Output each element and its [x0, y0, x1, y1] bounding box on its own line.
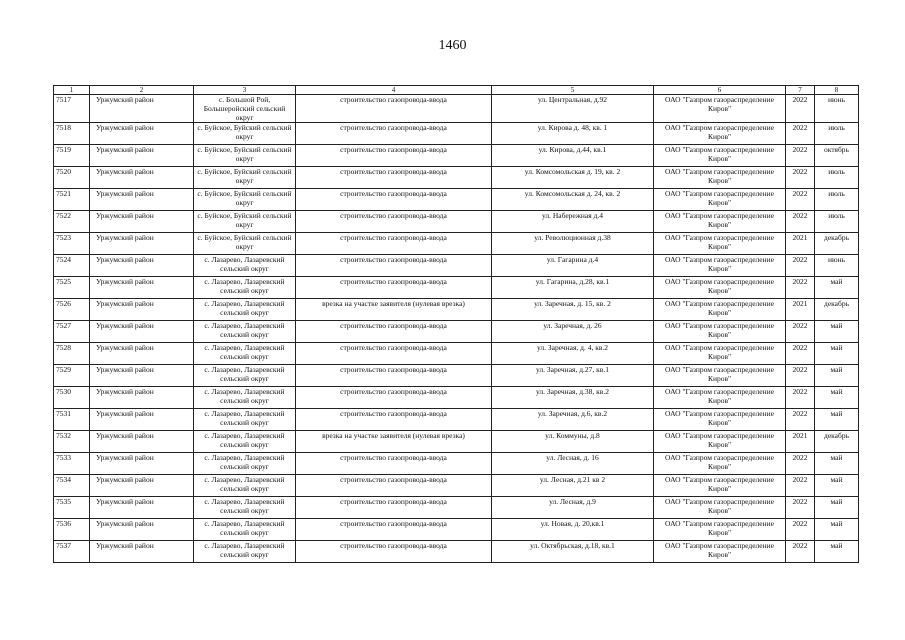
address-cell: ул. Кирова, д.44, кв.1	[492, 145, 654, 167]
work-type-cell: строительство газопровода-ввода	[296, 321, 492, 343]
table-row	[54, 211, 859, 233]
table-row	[54, 365, 859, 387]
table-body	[54, 95, 859, 563]
row-number-cell: 7529	[54, 365, 90, 387]
table-row	[54, 519, 859, 541]
address-cell: ул. Лесная, д. 16	[492, 453, 654, 475]
organization-cell: ОАО "Газпром газораспределение Киров"	[654, 277, 786, 299]
district-cell: Уржумский район	[90, 299, 194, 321]
organization-cell: ОАО "Газпром газораспределение Киров"	[654, 299, 786, 321]
district-cell: Уржумский район	[90, 519, 194, 541]
address-cell: ул. Комсомольская д. 19, кв. 2	[492, 167, 654, 189]
row-number-cell: 7528	[54, 343, 90, 365]
address-cell: ул. Революционная д.38	[492, 233, 654, 255]
address-cell: ул. Кирова д. 48, кв. 1	[492, 123, 654, 145]
month-cell: май	[815, 519, 859, 541]
district-cell: Уржумский район	[90, 453, 194, 475]
column-header-2: 2	[90, 86, 194, 95]
table-row	[54, 255, 859, 277]
address-cell: ул. Комсомольская д. 24, кв. 2	[492, 189, 654, 211]
table-row	[54, 145, 859, 167]
table-row	[54, 95, 859, 123]
row-number-cell: 7524	[54, 255, 90, 277]
row-number-cell: 7526	[54, 299, 90, 321]
month-cell: июль	[815, 167, 859, 189]
locality-cell: с. Лазарево, Лазаревский сельский округ	[194, 343, 296, 365]
table-row	[54, 453, 859, 475]
year-cell: 2022	[786, 475, 815, 497]
month-cell: май	[815, 343, 859, 365]
year-cell: 2022	[786, 453, 815, 475]
locality-cell: с. Лазарево, Лазаревский сельский округ	[194, 475, 296, 497]
organization-cell: ОАО "Газпром газораспределение Киров"	[654, 167, 786, 189]
address-cell: ул. Заречная, д.38, кв.2	[492, 387, 654, 409]
row-number-cell: 7520	[54, 167, 90, 189]
year-cell: 2022	[786, 277, 815, 299]
district-cell: Уржумский район	[90, 211, 194, 233]
row-number-cell: 7534	[54, 475, 90, 497]
registry-table	[53, 85, 859, 563]
work-type-cell: строительство газопровода-ввода	[296, 541, 492, 563]
column-header-7: 7	[786, 86, 815, 95]
address-cell: ул. Заречная, д.6, кв.2	[492, 409, 654, 431]
table-row	[54, 431, 859, 453]
work-type-cell: строительство газопровода-ввода	[296, 167, 492, 189]
locality-cell: с. Лазарево, Лазаревский сельский округ	[194, 519, 296, 541]
address-cell: ул. Заречная, д. 26	[492, 321, 654, 343]
month-cell: июль	[815, 189, 859, 211]
work-type-cell: строительство газопровода-ввода	[296, 519, 492, 541]
locality-cell: с. Буйское, Буйский сельский округ	[194, 211, 296, 233]
organization-cell: ОАО "Газпром газораспределение Киров"	[654, 431, 786, 453]
row-number-cell: 7537	[54, 541, 90, 563]
month-cell: май	[815, 475, 859, 497]
column-header-3: 3	[194, 86, 296, 95]
organization-cell: ОАО "Газпром газораспределение Киров"	[654, 497, 786, 519]
locality-cell: с. Лазарево, Лазаревский сельский округ	[194, 387, 296, 409]
work-type-cell: строительство газопровода-ввода	[296, 497, 492, 519]
district-cell: Уржумский район	[90, 255, 194, 277]
organization-cell: ОАО "Газпром газораспределение Киров"	[654, 475, 786, 497]
year-cell: 2022	[786, 321, 815, 343]
month-cell: июль	[815, 211, 859, 233]
work-type-cell: строительство газопровода-ввода	[296, 145, 492, 167]
district-cell: Уржумский район	[90, 365, 194, 387]
organization-cell: ОАО "Газпром газораспределение Киров"	[654, 409, 786, 431]
table-row	[54, 475, 859, 497]
row-number-cell: 7533	[54, 453, 90, 475]
locality-cell: с. Буйское, Буйский сельский округ	[194, 145, 296, 167]
year-cell: 2021	[786, 431, 815, 453]
month-cell: декабрь	[815, 299, 859, 321]
work-type-cell: врезка на участке заявителя (нулевая врезка)	[296, 299, 492, 321]
row-number-cell: 7521	[54, 189, 90, 211]
year-cell: 2022	[786, 343, 815, 365]
year-cell: 2022	[786, 409, 815, 431]
table-row	[54, 167, 859, 189]
table-row	[54, 233, 859, 255]
month-cell: май	[815, 453, 859, 475]
organization-cell: ОАО "Газпром газораспределение Киров"	[654, 189, 786, 211]
year-cell: 2022	[786, 145, 815, 167]
row-number-cell: 7519	[54, 145, 90, 167]
year-cell: 2022	[786, 123, 815, 145]
organization-cell: ОАО "Газпром газораспределение Киров"	[654, 541, 786, 563]
district-cell: Уржумский район	[90, 497, 194, 519]
year-cell: 2022	[786, 167, 815, 189]
locality-cell: с. Лазарево, Лазаревский сельский округ	[194, 321, 296, 343]
row-number-cell: 7518	[54, 123, 90, 145]
locality-cell: с. Буйское, Буйский сельский округ	[194, 189, 296, 211]
organization-cell: ОАО "Газпром газораспределение Киров"	[654, 519, 786, 541]
month-cell: май	[815, 277, 859, 299]
address-cell: ул. Лесная, д.9	[492, 497, 654, 519]
locality-cell: с. Большой Рой, Большеройский сельский округ	[194, 95, 296, 123]
column-header-5: 5	[492, 86, 654, 95]
locality-cell: с. Лазарево, Лазаревский сельский округ	[194, 497, 296, 519]
address-cell: ул. Гагарина д.4	[492, 255, 654, 277]
row-number-cell: 7535	[54, 497, 90, 519]
row-number-cell: 7527	[54, 321, 90, 343]
work-type-cell: строительство газопровода-ввода	[296, 233, 492, 255]
row-number-cell: 7522	[54, 211, 90, 233]
column-header-1: 1	[54, 86, 90, 95]
work-type-cell: строительство газопровода-ввода	[296, 343, 492, 365]
page-number: 1460	[438, 38, 467, 53]
district-cell: Уржумский район	[90, 123, 194, 145]
row-number-cell: 7531	[54, 409, 90, 431]
year-cell: 2022	[786, 189, 815, 211]
column-header-8: 8	[815, 86, 859, 95]
year-cell: 2022	[786, 519, 815, 541]
column-header-4: 4	[296, 86, 492, 95]
address-cell: ул. Гагарина, д.28, кв.1	[492, 277, 654, 299]
month-cell: июнь	[815, 95, 859, 123]
year-cell: 2022	[786, 387, 815, 409]
month-cell: декабрь	[815, 233, 859, 255]
month-cell: май	[815, 321, 859, 343]
year-cell: 2022	[786, 541, 815, 563]
locality-cell: с. Буйское, Буйский сельский округ	[194, 123, 296, 145]
district-cell: Уржумский район	[90, 387, 194, 409]
district-cell: Уржумский район	[90, 343, 194, 365]
year-cell: 2022	[786, 255, 815, 277]
work-type-cell: строительство газопровода-ввода	[296, 255, 492, 277]
organization-cell: ОАО "Газпром газораспределение Киров"	[654, 387, 786, 409]
year-cell: 2021	[786, 299, 815, 321]
month-cell: октябрь	[815, 145, 859, 167]
month-cell: май	[815, 387, 859, 409]
district-cell: Уржумский район	[90, 409, 194, 431]
work-type-cell: строительство газопровода-ввода	[296, 365, 492, 387]
month-cell: декабрь	[815, 431, 859, 453]
district-cell: Уржумский район	[90, 167, 194, 189]
district-cell: Уржумский район	[90, 541, 194, 563]
year-cell: 2021	[786, 233, 815, 255]
row-number-cell: 7525	[54, 277, 90, 299]
table-row	[54, 299, 859, 321]
month-cell: май	[815, 497, 859, 519]
district-cell: Уржумский район	[90, 233, 194, 255]
district-cell: Уржумский район	[90, 189, 194, 211]
locality-cell: с. Лазарево, Лазаревский сельский округ	[194, 299, 296, 321]
header-row	[54, 86, 859, 95]
row-number-cell: 7517	[54, 95, 90, 123]
work-type-cell: врезка на участке заявителя (нулевая врезка)	[296, 431, 492, 453]
month-cell: май	[815, 541, 859, 563]
work-type-cell: строительство газопровода-ввода	[296, 123, 492, 145]
locality-cell: с. Лазарево, Лазаревский сельский округ	[194, 277, 296, 299]
locality-cell: с. Лазарево, Лазаревский сельский округ	[194, 365, 296, 387]
locality-cell: с. Лазарево, Лазаревский сельский округ	[194, 409, 296, 431]
work-type-cell: строительство газопровода-ввода	[296, 95, 492, 123]
district-cell: Уржумский район	[90, 95, 194, 123]
table-row	[54, 343, 859, 365]
month-cell: июнь	[815, 255, 859, 277]
address-cell: ул. Центральная, д.92	[492, 95, 654, 123]
address-cell: ул. Заречная, д.27, кв.1	[492, 365, 654, 387]
work-type-cell: строительство газопровода-ввода	[296, 211, 492, 233]
organization-cell: ОАО "Газпром газораспределение Киров"	[654, 233, 786, 255]
address-cell: ул. Заречная, д. 4, кв.2	[492, 343, 654, 365]
year-cell: 2022	[786, 497, 815, 519]
address-cell: ул. Октябрьская, д.18, кв.1	[492, 541, 654, 563]
organization-cell: ОАО "Газпром газораспределение Киров"	[654, 95, 786, 123]
organization-cell: ОАО "Газпром газораспределение Киров"	[654, 453, 786, 475]
year-cell: 2022	[786, 365, 815, 387]
work-type-cell: строительство газопровода-ввода	[296, 453, 492, 475]
address-cell: ул. Новая, д. 20,кв.1	[492, 519, 654, 541]
month-cell: май	[815, 409, 859, 431]
year-cell: 2022	[786, 95, 815, 123]
table-row	[54, 497, 859, 519]
district-cell: Уржумский район	[90, 145, 194, 167]
work-type-cell: строительство газопровода-ввода	[296, 277, 492, 299]
table-row	[54, 123, 859, 145]
organization-cell: ОАО "Газпром газораспределение Киров"	[654, 321, 786, 343]
work-type-cell: строительство газопровода-ввода	[296, 475, 492, 497]
table-header	[54, 86, 859, 95]
month-cell: июль	[815, 123, 859, 145]
column-header-6: 6	[654, 86, 786, 95]
locality-cell: с. Лазарево, Лазаревский сельский округ	[194, 255, 296, 277]
organization-cell: ОАО "Газпром газораспределение Киров"	[654, 255, 786, 277]
address-cell: ул. Коммуны, д.8	[492, 431, 654, 453]
district-cell: Уржумский район	[90, 277, 194, 299]
address-cell: ул. Лесная, д.21 кв 2	[492, 475, 654, 497]
table-row	[54, 277, 859, 299]
work-type-cell: строительство газопровода-ввода	[296, 387, 492, 409]
table-row	[54, 321, 859, 343]
locality-cell: с. Буйское, Буйский сельский округ	[194, 167, 296, 189]
month-cell: май	[815, 365, 859, 387]
address-cell: ул. Набережная д.4	[492, 211, 654, 233]
locality-cell: с. Лазарево, Лазаревский сельский округ	[194, 431, 296, 453]
organization-cell: ОАО "Газпром газораспределение Киров"	[654, 123, 786, 145]
district-cell: Уржумский район	[90, 321, 194, 343]
row-number-cell: 7523	[54, 233, 90, 255]
locality-cell: с. Лазарево, Лазаревский сельский округ	[194, 541, 296, 563]
row-number-cell: 7536	[54, 519, 90, 541]
organization-cell: ОАО "Газпром газораспределение Киров"	[654, 365, 786, 387]
organization-cell: ОАО "Газпром газораспределение Киров"	[654, 343, 786, 365]
locality-cell: с. Лазарево, Лазаревский сельский округ	[194, 453, 296, 475]
organization-cell: ОАО "Газпром газораспределение Киров"	[654, 211, 786, 233]
row-number-cell: 7532	[54, 431, 90, 453]
row-number-cell: 7530	[54, 387, 90, 409]
district-cell: Уржумский район	[90, 431, 194, 453]
work-type-cell: строительство газопровода-ввода	[296, 189, 492, 211]
organization-cell: ОАО "Газпром газораспределение Киров"	[654, 145, 786, 167]
district-cell: Уржумский район	[90, 475, 194, 497]
table-row	[54, 387, 859, 409]
year-cell: 2022	[786, 211, 815, 233]
table-row	[54, 541, 859, 563]
table-row	[54, 189, 859, 211]
address-cell: ул. Заречная, д. 15, кв. 2	[492, 299, 654, 321]
work-type-cell: строительство газопровода-ввода	[296, 409, 492, 431]
table-row	[54, 409, 859, 431]
locality-cell: с. Буйское, Буйский сельский округ	[194, 233, 296, 255]
